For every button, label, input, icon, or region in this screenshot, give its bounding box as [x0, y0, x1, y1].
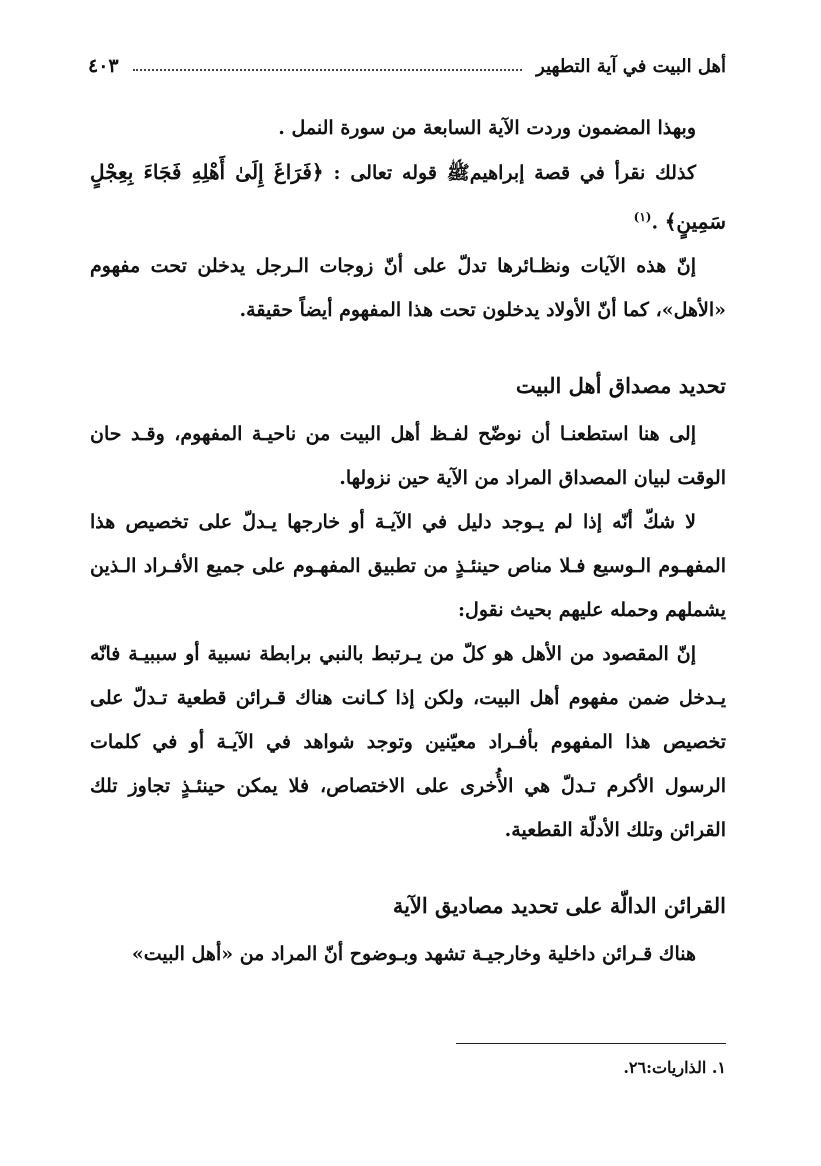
dotted-leader — [133, 69, 523, 71]
paragraph-1: وبهذا المضمون وردت الآية السابعة من سورة النمل . — [278, 117, 696, 139]
paragraph-2-intro: كذلك نقرأ في قصة إبراهيم — [469, 162, 696, 184]
honorific-glyph: ﷺ — [446, 162, 470, 184]
paragraph-2: كذلك نقرأ في قصة إبراهيمﷺ قوله تعالى : ﴿فَرَاغَ إِلَىٰ أَهْلِهِ فَجَاءَ بِعِجْلٍ سَمِينٍ﴾ .$^{(١)}$ — [90, 160, 726, 234]
running-title: أهل البيت في آية التطهير — [536, 55, 726, 77]
paragraph-2-middle: قوله تعالى : — [323, 162, 447, 184]
footnote-reference: (١) — [633, 210, 652, 224]
quran-verse: ﴿فَرَاغَ إِلَىٰ أَهْلِهِ فَجَاءَ بِعِجْلٍ سَمِينٍ﴾ — [90, 160, 726, 234]
paragraph-4: إلى هنا استطعنـا أن نوضّح لفـظ أهل البيت من ناحيـة المفهوم، وقـد حان الوقت لبيان المصداق المراد من الآية حين نزولها. — [90, 423, 726, 490]
paragraph-3: إنّ هذه الآيات ونظـائرها تدلّ على أنّ زوجات الـرجل يدخلن تحت مفهوم «الأهل»، كما أنّ الأولاد يدخلون تحت هذا المفهوم أيضاً حقيقة. — [90, 255, 726, 322]
paragraph-6: إنّ المقصود من الأهل هو كلّ من يـرتبط بالنبي برابطة نسبية أو سببيـة فانّه يـدخل ضمن مفهوم أهل البيت، ولكن إذا كـانت هناك قـرائن قطعية تـدلّ على تخصيص هذا المفهوم بأفـراد معيّنين وتوجد شواهد في الآيـة أو في كلمات الرسول الأكرم تـدلّ هي الأُخرى على الاختصاص، فلا يمكن حينئـذٍ تجاوز تلك القرائن وتلك الأدلّة القطعية. — [90, 643, 726, 842]
body-text — [90, 106, 726, 976]
footnote-separator — [456, 1043, 726, 1044]
page-number: ٤٠٣ — [88, 55, 119, 77]
section-heading-1: تحديد مصداق أهل البيت — [515, 373, 726, 399]
section-heading-2: القرائن الدالّة على تحديد مصاديق الآية — [392, 893, 726, 919]
running-header — [88, 48, 726, 84]
paragraph-5: لا شكّ أنّه إذا لم يـوجد دليل في الآيـة أو خارجها يـدلّ على تخصيص هذا المفهـوم الـوسيع فـلا مناص حينئـذٍ من تطبيق المفهـوم على جميع الأفـراد الـذين يشملهم وحمله عليهم بحيث نقول: — [90, 511, 726, 622]
footnote-1: ١. الذاريات:٢٦. — [623, 1058, 726, 1077]
paragraph-7: هناك قـرائن داخلية وخارجيـة تشهد وبـوضوح أنّ المراد من «أهل البيت» — [131, 943, 696, 966]
